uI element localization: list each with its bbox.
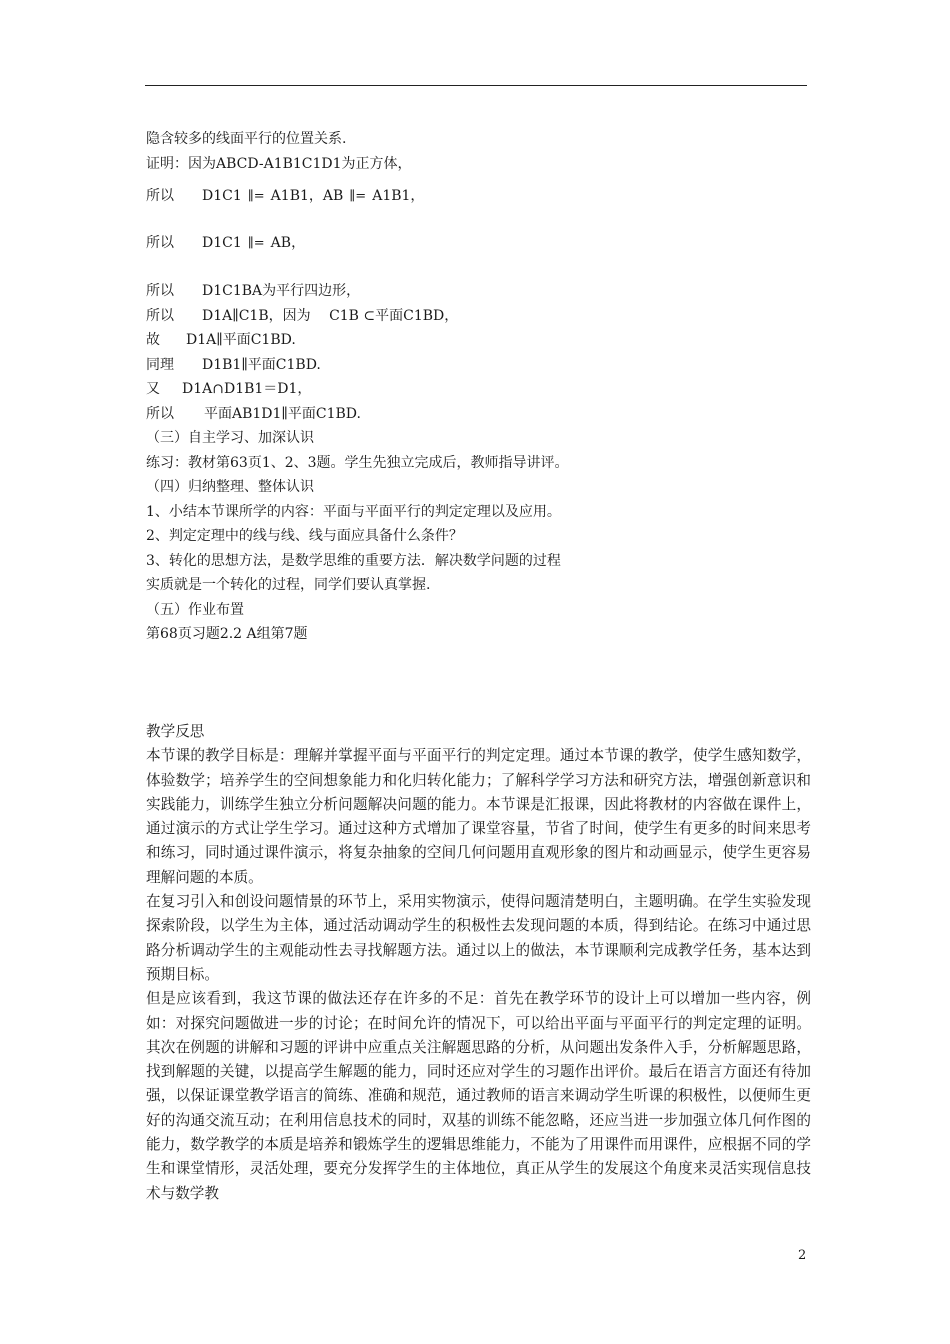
line-label: 所以 <box>146 188 174 204</box>
proof-line-3 <box>146 184 810 209</box>
math-text: D1A∥C1B，因为 C1B ⊂平面C1BD， <box>202 307 459 324</box>
section-3-body: 练习：教材第63页1、2、3题。学生先独立完成后，教师指导讲评。 <box>146 454 569 471</box>
section-4-item-1: 1、小结本节课所学的内容：平面与平面平行的判定定理以及应用。 <box>146 503 561 520</box>
line-label: 所以 <box>146 234 174 251</box>
math-text: D1A∩D1B1＝D1， <box>182 381 312 397</box>
proof-start: 证明：因为ABCD-A1B1C1D1为正方体， <box>146 155 412 172</box>
line-label: 故 <box>146 332 160 348</box>
reflection-paragraph-1: 本节课的教学目标是：理解并掌握平面与平面平行的判定定理。通过本节课的教学，使学生感知数学，体验数学；培养学生的空间想象能力和化归转化能力；了解科学学习方法和研究方法，增强创新意识和实践能力，训练学生独立分析问题解决问题的能力。本节课是汇报课，因此将教材的内容做在课件上，通过演示的方式让学生学习。通过这种方式增加了课堂容量，节省了时间，使学生有更多的时间来思考和练习，同时通过课件演示，将复杂抽象的空间几何问题用直观形象的图片和动画显示，使学生更容易理解问题的本质。 <box>146 747 811 886</box>
proof-line-9 <box>146 377 810 402</box>
math-text: A1B1，AB <box>270 188 344 204</box>
header-rule <box>145 85 807 86</box>
section-4-item-3b: 实质就是一个转化的过程，同学们要认真掌握. <box>146 577 431 593</box>
math-text: AB， <box>270 234 306 251</box>
line-label: 所以 <box>146 283 174 299</box>
parallel-equal-symbol: ∥= <box>247 189 265 204</box>
page-number: 2 <box>798 1248 807 1263</box>
math-text: D1C1 <box>202 234 242 251</box>
section-5-title: （五）作业布置 <box>146 601 244 618</box>
proof-line-6 <box>146 304 810 329</box>
section-4-item-3a: 3、转化的思想方法，是数学思维的重要方法．解决数学问题的过程 <box>146 552 561 569</box>
line-label: 所以 <box>146 405 174 422</box>
proof-line-4 <box>146 231 810 256</box>
reflection-paragraph-3: 但是应该看到，我这节课的做法还存在许多的不足：首先在教学环节的设计上可以增加一些内容，例如：对探究问题做进一步的讨论；在时间允许的情况下，可以给出平面与平面平行的判定定理的证明。其次在例题的讲解和习题的评讲中应重点关注解题思路的分析，从问题出发条件入手，分析解题思路，找到解题的关键，以提高学生解题的能力，同时还应对学生的习题作出评价。最后在语言方面还有待加强，以保证课堂教学语言的简练、准确和规范，通过教师的语言来调动学生听课的积极性，以便师生更好的沟通交流互动；在利用信息技术的同时，双基的训练不能忽略，还应当进一步加强立体几何作图的能力，数学教学的本质是培养和锻炼学生的逻辑思维能力，不能为了用课件而用课件，应根据不同的学生和课堂情形，灵活处理，要充分发挥学生的主体地位，真正从学生的发展这个角度来灵活实现信息技术与数学教 <box>146 990 811 1202</box>
proof-line-5 <box>146 279 810 304</box>
math-text: D1A∥平面C1BD. <box>186 332 296 348</box>
reflection-paragraph-2: 在复习引入和创设问题情景的环节上，采用实物演示，使得问题清楚明白，主题明确。在学生实验发现探索阶段，以学生为主体，通过活动调动学生的积极性去发现问题的本质，得到结论。在练习中通过思路分析调动学生的主观能动性去寻找解题方法。通过以上的做法，本节课顺利完成教学任务，基本达到预期目标。 <box>146 893 811 983</box>
math-text: D1C1BA为平行四边形， <box>202 283 361 299</box>
proof-intro: 隐含较多的线面平行的位置关系. <box>146 131 347 147</box>
proof-line-10 <box>146 402 810 427</box>
parallel-equal-symbol: ∥= <box>349 189 367 204</box>
line-label: 又 <box>146 381 160 397</box>
math-text: D1B1∥平面C1BD. <box>202 356 321 373</box>
reflection-title: 教学反思 <box>146 723 205 740</box>
line-label: 同理 <box>146 356 174 373</box>
math-text: 平面AB1D1∥平面C1BD. <box>204 405 361 422</box>
section-4-title: （四）归纳整理、整体认识 <box>146 479 314 495</box>
section-3-title: （三）自主学习、加深认识 <box>146 430 314 446</box>
math-text: A1B1， <box>372 188 425 204</box>
section-5-body: 第68页习题2.2 A组第7题 <box>146 626 308 642</box>
parallel-equal-symbol: ∥= <box>247 235 265 251</box>
proof-line-7 <box>146 328 810 353</box>
line-label: 所以 <box>146 307 174 324</box>
proof-line-8 <box>146 353 810 378</box>
reflection-section <box>146 720 811 1206</box>
section-4-item-2: 2、判定定理中的线与线、线与面应具备什么条件？ <box>146 528 463 544</box>
proof-block <box>146 127 810 647</box>
math-text: D1C1 <box>202 188 242 204</box>
